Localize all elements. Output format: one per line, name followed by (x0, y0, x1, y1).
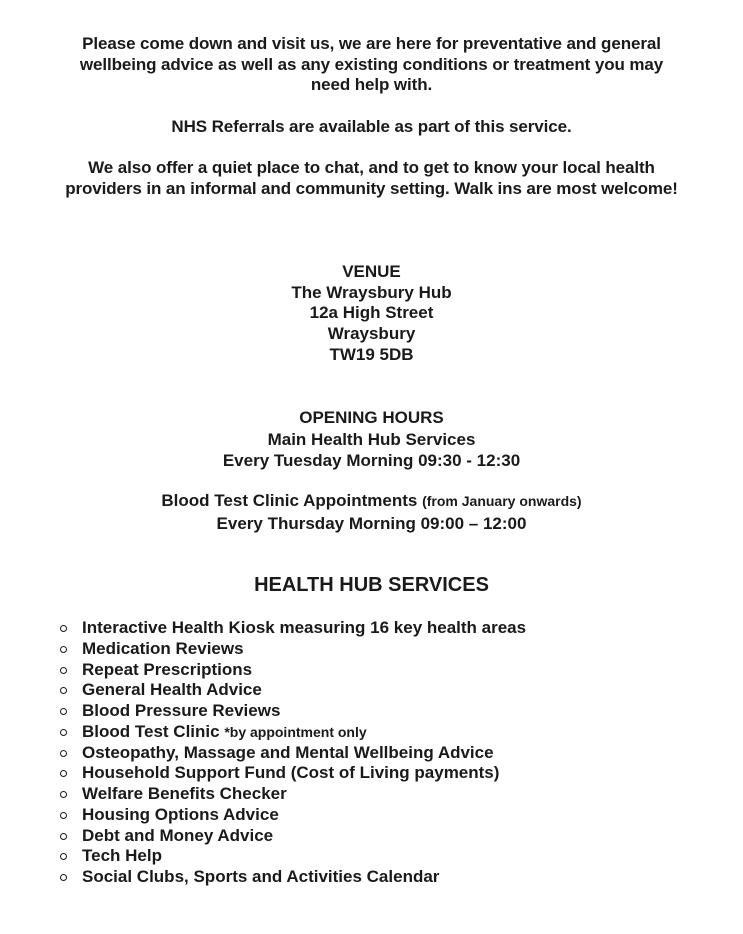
service-list-item (60, 722, 526, 743)
service-list-item (60, 680, 526, 701)
intro-line: We also offer a quiet place to chat, and to get to know your local health (88, 158, 655, 177)
opening-hours-heading: OPENING HOURS (299, 408, 444, 427)
service-list-item (60, 639, 526, 660)
service-list-item (60, 826, 526, 847)
hollow-circle-bullet-icon (60, 750, 67, 757)
service-label: Repeat Prescriptions (82, 659, 253, 679)
intro-line: providers in an informal and community setting. Walk ins are most welcome! (65, 178, 678, 198)
service-label: Household Support Fund (Cost of Living payments) (82, 763, 500, 783)
opening-hours-section (0, 407, 743, 472)
service-label: Interactive Health Kiosk measuring 16 key health areas (82, 618, 527, 637)
service-label: Medication Reviews (82, 638, 244, 658)
service-list-item (60, 743, 526, 764)
service-list-item (60, 784, 526, 805)
intro-line: wellbeing advice as well as any existing conditions or treatment you may (79, 54, 664, 74)
venue-town: Wraysbury (327, 324, 416, 344)
service-list-item (60, 660, 526, 681)
service-label: Blood Pressure Reviews (82, 701, 281, 720)
intro-line: need help with. (310, 75, 433, 95)
hollow-circle-bullet-icon (60, 770, 67, 777)
main-services-label: Main Health Hub Services (267, 429, 476, 449)
intro-line: Please come down and visit us, we are here for preventative and general (82, 34, 661, 53)
service-list-item (60, 805, 526, 826)
blood-test-schedule: Every Thursday Morning 09:00 – 12:00 (216, 513, 527, 533)
service-label: Blood Test Clinic (82, 721, 220, 741)
hollow-circle-bullet-icon (60, 687, 67, 694)
venue-name: The Wraysbury Hub (291, 282, 452, 302)
hollow-circle-bullet-icon (60, 729, 67, 736)
service-label: Social Clubs, Sports and Activities Calendar (82, 867, 440, 886)
services-heading: HEALTH HUB SERVICES (254, 574, 489, 596)
hollow-circle-bullet-icon (60, 791, 67, 798)
hollow-circle-bullet-icon (60, 874, 67, 881)
hollow-circle-bullet-icon (60, 708, 67, 715)
venue-postcode: TW19 5DB (329, 344, 414, 364)
service-label: Debt and Money Advice (82, 825, 274, 845)
service-label: Tech Help (82, 846, 162, 866)
service-label: General Health Advice (82, 680, 262, 700)
blood-test-line (0, 490, 743, 513)
service-list-item (60, 701, 526, 722)
blood-test-note: (from January onwards) (422, 493, 582, 509)
service-label: Osteopathy, Massage and Mental Wellbeing Advice (82, 742, 494, 762)
venue-street: 12a High Street (309, 303, 434, 323)
service-list-item (60, 618, 526, 639)
blood-test-section (0, 490, 743, 534)
service-label: Welfare Benefits Checker (82, 784, 287, 803)
service-list-item (60, 846, 526, 867)
hollow-circle-bullet-icon (60, 646, 67, 653)
hollow-circle-bullet-icon (60, 833, 67, 840)
venue-heading: VENUE (342, 262, 401, 281)
main-services-schedule: Every Tuesday Morning 09:30 - 12:30 (222, 451, 521, 470)
services-list (60, 618, 526, 888)
intro-paragraph-visit (0, 34, 743, 96)
hollow-circle-bullet-icon (60, 667, 67, 674)
intro-paragraph-quiet-place (0, 158, 743, 199)
hollow-circle-bullet-icon (60, 625, 67, 632)
intro-paragraph-referrals (0, 117, 743, 138)
hollow-circle-bullet-icon (60, 812, 67, 819)
hollow-circle-bullet-icon (60, 853, 67, 860)
intro-line: NHS Referrals are available as part of this service. (171, 117, 572, 136)
blood-test-label: Blood Test Clinic Appointments (161, 491, 418, 510)
venue-section (0, 262, 743, 366)
service-label: Housing Options Advice (82, 804, 279, 824)
service-list-item (60, 763, 526, 784)
service-note: *by appointment only (224, 723, 367, 740)
service-list-item (60, 867, 526, 888)
